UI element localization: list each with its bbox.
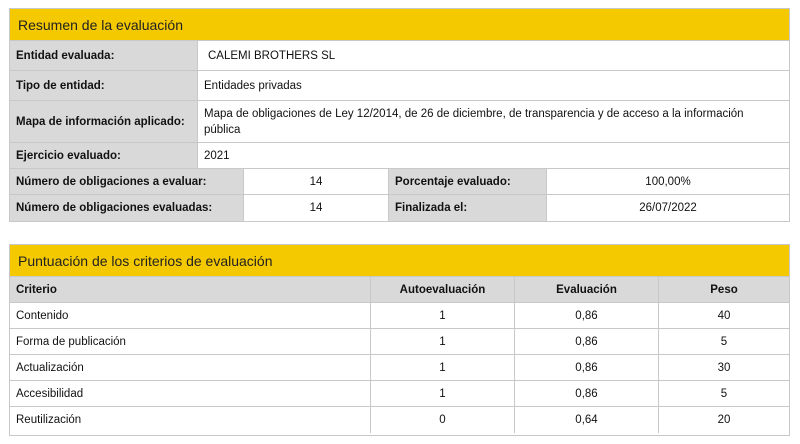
- finalizada-value: 26/07/2022: [639, 202, 697, 214]
- table-row: [10, 381, 789, 407]
- obligaciones-evaluadas-row: [10, 195, 789, 221]
- criteria-panel: [9, 244, 790, 436]
- mapa-value: Mapa de obligaciones de Ley 12/2014, de 26 de diciembre, de transparencia y de acceso a la información pública: [204, 107, 744, 136]
- auto-cell: 1: [371, 303, 515, 328]
- criterio-cell: Contenido: [10, 303, 371, 328]
- table-row: [10, 303, 789, 329]
- peso-cell: 20: [717, 414, 731, 426]
- peso-cell: 40: [717, 309, 731, 322]
- eval-cell: 0,86: [515, 355, 659, 380]
- table-row: [10, 355, 789, 381]
- criterio-cell: Actualización: [10, 355, 371, 380]
- mapa-row: [10, 101, 789, 143]
- mapa-label: Mapa de información aplicado:: [10, 101, 198, 142]
- finalizada-label: Finalizada el:: [389, 195, 547, 221]
- obligaciones-evaluar-row: [10, 169, 789, 195]
- tipo-value: Entidades privadas: [204, 79, 302, 92]
- porcentaje-label: Porcentaje evaluado:: [389, 169, 547, 194]
- porcentaje-value: 100,00%: [645, 175, 691, 188]
- ejercicio-label: Ejercicio evaluado:: [10, 143, 198, 168]
- table-row: [10, 329, 789, 355]
- auto-cell: 1: [371, 355, 515, 380]
- num-evaluar-value: 14: [244, 169, 389, 194]
- eval-cell: 0,86: [515, 303, 659, 328]
- peso-header: Peso: [710, 283, 738, 296]
- peso-cell: 30: [717, 361, 731, 374]
- tipo-row: [10, 71, 789, 101]
- summary-panel: [9, 8, 790, 222]
- peso-cell: 5: [720, 387, 728, 400]
- auto-header: Autoevaluación: [371, 277, 515, 302]
- entidad-label: Entidad evaluada:: [10, 41, 198, 70]
- criterio-cell: Forma de publicación: [10, 329, 371, 354]
- eval-header: Evaluación: [515, 277, 659, 302]
- ejercicio-row: [10, 143, 789, 169]
- eval-cell: 0,64: [515, 407, 659, 433]
- num-evaluar-label: Número de obligaciones a evaluar:: [10, 169, 244, 194]
- auto-cell: 1: [371, 329, 515, 354]
- num-evaluadas-value: 14: [244, 195, 389, 221]
- eval-cell: 0,86: [515, 329, 659, 354]
- criterio-cell: Accesibilidad: [10, 381, 371, 406]
- num-evaluadas-label: Número de obligaciones evaluadas:: [10, 195, 244, 221]
- auto-cell: 1: [371, 381, 515, 406]
- tipo-label: Tipo de entidad:: [10, 71, 198, 100]
- peso-cell: 5: [720, 335, 728, 348]
- eval-cell: 0,86: [515, 381, 659, 406]
- criterio-header: Criterio: [10, 277, 371, 302]
- auto-cell: 0: [371, 407, 515, 433]
- criteria-header-row: [10, 277, 789, 303]
- criterio-cell: Reutilización: [10, 407, 371, 433]
- entidad-row: [10, 41, 789, 71]
- entidad-value: CALEMI BROTHERS SL: [208, 49, 336, 62]
- summary-title: Resumen de la evaluación: [10, 9, 789, 41]
- ejercicio-value: 2021: [204, 149, 230, 162]
- criteria-title: Puntuación de los criterios de evaluación: [10, 245, 789, 277]
- table-row: [10, 407, 789, 433]
